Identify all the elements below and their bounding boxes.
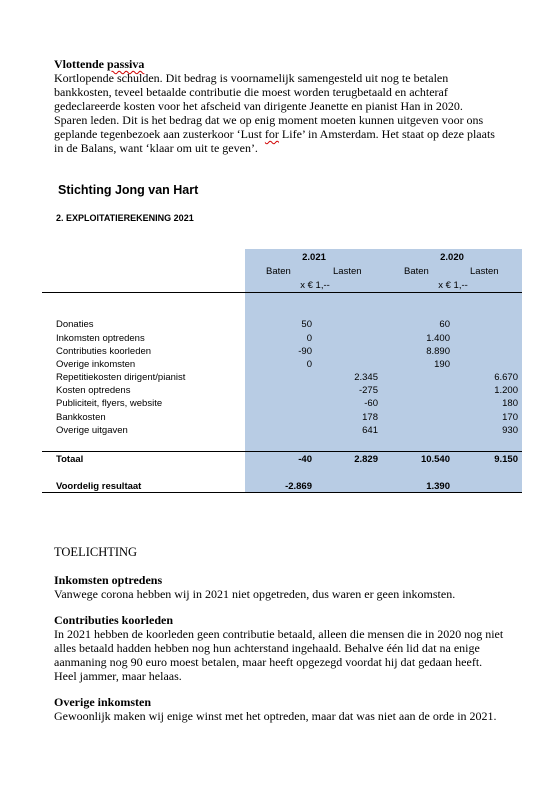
row-baten-2020: 8.890 bbox=[426, 346, 450, 357]
section-title: Overige inkomsten bbox=[54, 695, 151, 709]
paragraph-line bbox=[54, 127, 524, 141]
totaal-baten-2021: -40 bbox=[298, 454, 312, 465]
section-line: alles betaald hadden hebben nog hun achterstand ingehaald. Behalve één lid dat na enige bbox=[54, 641, 480, 655]
row-label: Bankkosten bbox=[56, 412, 106, 423]
paragraph-line: bankkosten, teveel betaalde contributie die moest worden terugbetaald en achteraf bbox=[54, 85, 448, 99]
section-line: Vanwege corona hebben wij in 2021 niet opgetreden, dus waren er geen inkomsten. bbox=[54, 587, 456, 601]
org-name: Stichting Jong van Hart bbox=[58, 183, 199, 197]
row-baten-2020: 1.400 bbox=[426, 333, 450, 344]
header-year-2021: 2.021 bbox=[302, 252, 326, 263]
table-bottom-line bbox=[42, 492, 522, 493]
row-label: Overige uitgaven bbox=[56, 425, 128, 436]
row-baten-2021: 50 bbox=[301, 319, 312, 330]
row-lasten-2021: 2.345 bbox=[354, 372, 378, 383]
totaal-label: Totaal bbox=[56, 454, 84, 465]
paragraph-line: Kortlopende schulden. Dit bedrag is voornamelijk samengesteld uit nog te betalen bbox=[54, 71, 449, 85]
row-lasten-2020: 1.200 bbox=[494, 385, 518, 396]
heading-word: Vlottende bbox=[54, 57, 107, 71]
vlottende-passiva-heading bbox=[54, 57, 524, 71]
header-lasten-2020: Lasten bbox=[470, 266, 499, 277]
row-baten-2021: -90 bbox=[298, 346, 312, 357]
toelichting-heading: TOELICHTING bbox=[54, 545, 138, 559]
section-title: Contributies koorleden bbox=[54, 613, 174, 627]
report-title: 2. EXPLOITATIEREKENING 2021 bbox=[56, 213, 194, 223]
row-lasten-2020: 180 bbox=[502, 398, 518, 409]
paragraph-line: in de Balans, want ‘klaar om uit te geven’. bbox=[54, 141, 258, 155]
resultaat-2020: 1.390 bbox=[426, 481, 450, 492]
row-label: Publiciteit, flyers, website bbox=[56, 398, 163, 409]
row-label: Inkomsten optredens bbox=[56, 333, 145, 344]
row-label: Donaties bbox=[56, 319, 94, 330]
resultaat-2021: -2.869 bbox=[285, 481, 312, 492]
row-lasten-2021: 178 bbox=[362, 412, 378, 423]
header-unit-2020: x € 1,-- bbox=[438, 280, 468, 291]
row-lasten-2021: -275 bbox=[358, 385, 378, 396]
row-lasten-2021: -60 bbox=[364, 398, 378, 409]
row-baten-2020: 190 bbox=[434, 359, 450, 370]
row-baten-2021: 0 bbox=[306, 333, 312, 344]
row-label: Overige inkomsten bbox=[56, 359, 136, 370]
row-baten-2021: 0 bbox=[306, 359, 312, 370]
header-divider bbox=[42, 292, 522, 293]
resultaat-label: Voordelig resultaat bbox=[56, 481, 142, 492]
row-label: Kosten optredens bbox=[56, 385, 131, 396]
section-line: Heel jammer, maar helaas. bbox=[54, 669, 182, 683]
row-lasten-2020: 6.670 bbox=[494, 372, 518, 383]
header-year-2020: 2.020 bbox=[440, 252, 464, 263]
row-lasten-2021: 641 bbox=[362, 425, 378, 436]
row-baten-2020: 60 bbox=[439, 319, 450, 330]
section-line: Gewoonlijk maken wij enige winst met het optreden, maar dat was niet aan de orde in 2021. bbox=[54, 709, 497, 723]
paragraph-line: gedeclareerde kosten voor het afscheid van dirigente Jeanette en pianist Han in 2020. bbox=[54, 99, 463, 113]
header-baten-2021: Baten bbox=[266, 266, 291, 277]
heading-word-spellcheck: passiva bbox=[107, 57, 145, 71]
row-label: Repetitiekosten dirigent/pianist bbox=[56, 372, 186, 383]
row-lasten-2020: 930 bbox=[502, 425, 518, 436]
header-baten-2020: Baten bbox=[404, 266, 429, 277]
header-lasten-2021: Lasten bbox=[333, 266, 362, 277]
row-label: Contributies koorleden bbox=[56, 346, 152, 357]
row-lasten-2020: 170 bbox=[502, 412, 518, 423]
section-line: aanmaning nog 90 euro moest betalen, maar heeft opgezegd voordat hij dat gedaan heeft. bbox=[54, 655, 483, 669]
section-line: In 2021 hebben de koorleden geen contributie betaald, alleen die mensen die in 2020 nog niet bbox=[54, 627, 504, 641]
text-span-spellcheck: for bbox=[264, 127, 279, 141]
text-span: Life’ in Amsterdam. Het staat op deze plaats bbox=[278, 127, 495, 141]
vlottende-passiva-section bbox=[54, 57, 524, 155]
text-span: geplande tegenbezoek aan zusterkoor ‘Lust bbox=[54, 127, 265, 141]
totaal-baten-2020: 10.540 bbox=[420, 454, 450, 465]
totaal-lasten-2021: 2.829 bbox=[354, 454, 378, 465]
totals-divider bbox=[42, 451, 522, 452]
section-title: Inkomsten optredens bbox=[54, 573, 163, 587]
paragraph-line: Sparen leden. Dit is het bedrag dat we op enig moment moeten kunnen uitgeven voor ons bbox=[54, 113, 484, 127]
totaal-lasten-2020: 9.150 bbox=[494, 454, 518, 465]
header-unit-2021: x € 1,-- bbox=[300, 280, 330, 291]
toelichting-section bbox=[54, 545, 524, 723]
